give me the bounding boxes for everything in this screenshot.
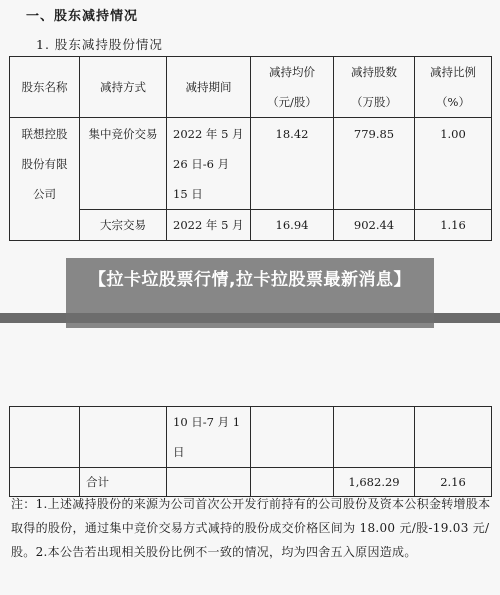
- shares-cell: 902.44: [334, 210, 415, 241]
- total-ratio: 2.16: [415, 468, 492, 497]
- ratio-cell: 1.16: [415, 210, 492, 241]
- title-banner: [0, 258, 500, 328]
- header-ratio: 减持比例 （%）: [415, 57, 492, 118]
- total-shares: 1,682.29: [334, 468, 415, 497]
- avg-price-cell: 16.94: [251, 210, 334, 241]
- reduction-table-top: [9, 56, 492, 241]
- shares-cell: 779.85: [334, 118, 415, 210]
- footnote: 注：1.上述减持股份的来源为公司首次公开发行前持有的公司股份及资本公积金转增股本取得的股份，通过集中竞价交易方式减持的股份成交价格区间为 18.00 元/股-19.03 元/股。2.本公告若出现相关股份比例不一致的情况，均为四舍五入原因造成。: [11, 497, 491, 559]
- empty-cell: [415, 407, 492, 468]
- period-cell: 2022 年 5 月: [167, 210, 251, 241]
- header-method: 减持方式: [80, 57, 167, 118]
- empty-cell: [80, 407, 167, 468]
- header-avg-price: 减持均价 （元/股）: [251, 57, 334, 118]
- avg-price-cell: 18.42: [251, 118, 334, 210]
- header-shareholder: 股东名称: [10, 57, 80, 118]
- header-shares: 减持股数 （万股）: [334, 57, 415, 118]
- table-row: [10, 210, 492, 241]
- shareholder-name-cell: 联想控股 股份有限 公司: [10, 118, 80, 241]
- period-cell: 2022 年 5 月 26 日-6 月 15 日: [167, 118, 251, 210]
- ratio-cell: 1.00: [415, 118, 492, 210]
- subsection-heading: 1. 股东减持股份情况: [36, 37, 163, 52]
- period-cell: 10 日-7 月 1 日: [167, 407, 251, 468]
- total-label: 合计: [80, 468, 167, 497]
- section-heading: 一、股东减持情况: [26, 9, 139, 24]
- table-row: [10, 407, 492, 468]
- method-cell: 大宗交易: [80, 210, 167, 241]
- table-row: [10, 118, 492, 210]
- table-header-row: [10, 57, 492, 118]
- banner-title: 【拉卡垃股票行情,拉卡拉股票最新消息】: [89, 270, 411, 290]
- reduction-table-continued: [9, 406, 492, 497]
- empty-cell: [10, 407, 80, 468]
- header-period: 减持期间: [167, 57, 251, 118]
- method-cell: 集中竞价交易: [80, 118, 167, 210]
- empty-cell: [334, 407, 415, 468]
- empty-cell: [251, 407, 334, 468]
